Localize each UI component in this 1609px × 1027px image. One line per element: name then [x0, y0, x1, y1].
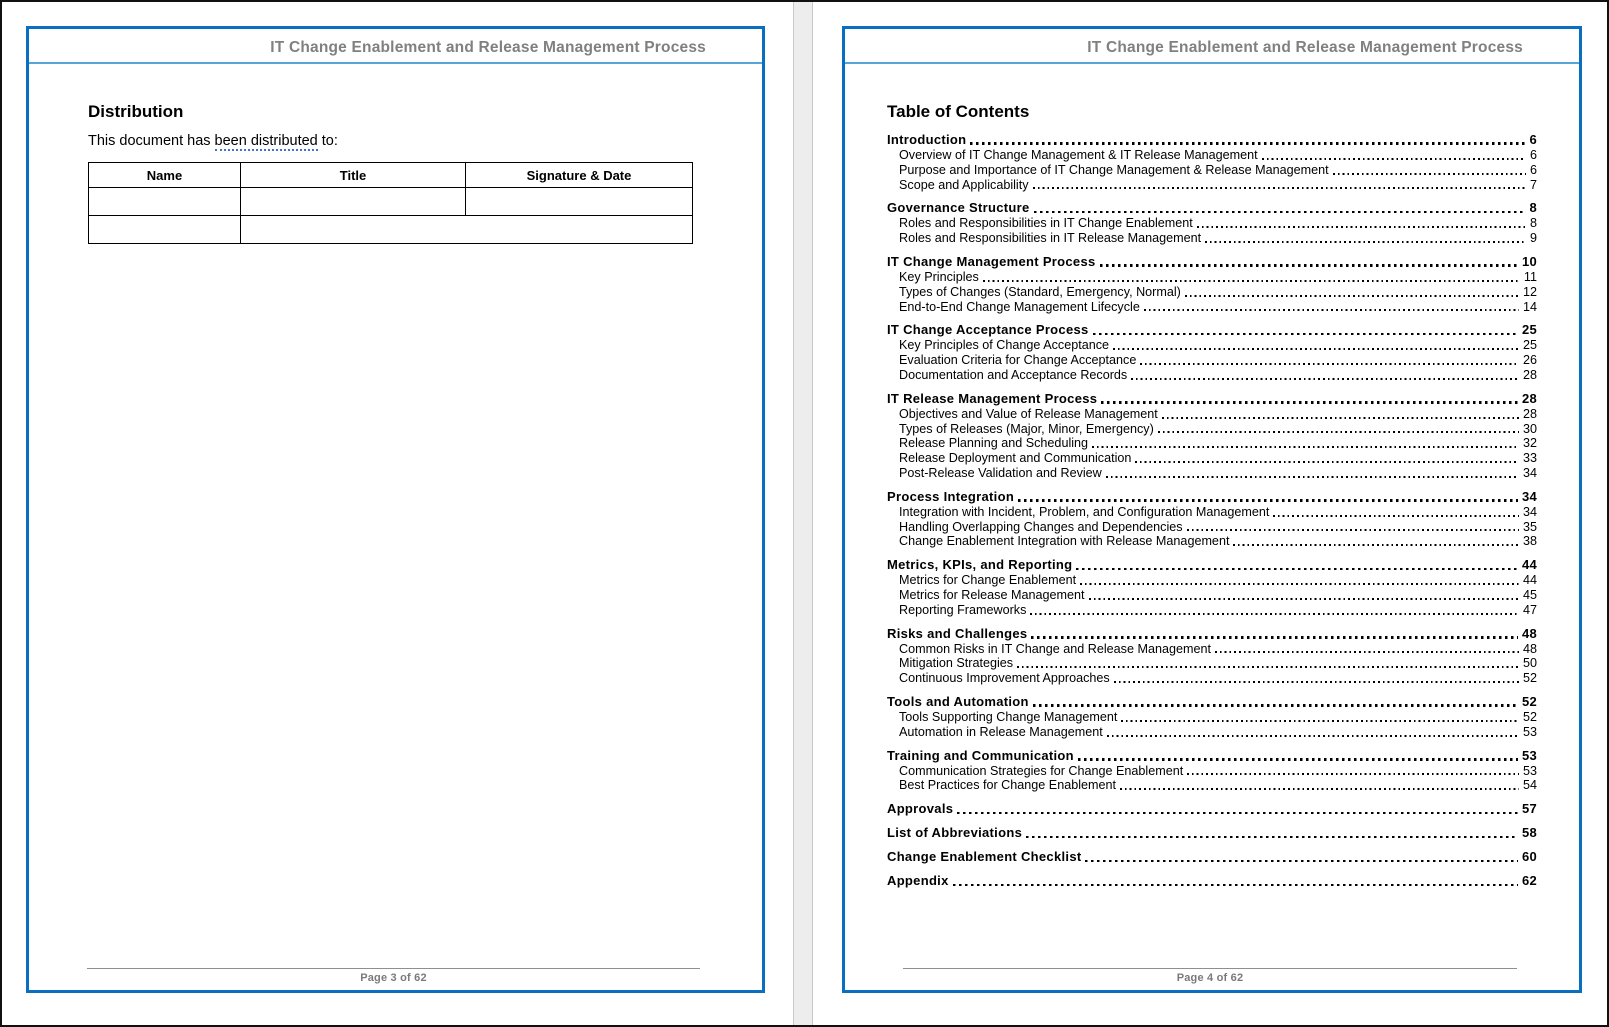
- toc-dot-leader: [1205, 241, 1526, 243]
- toc-entry[interactable]: [887, 131, 1537, 148]
- toc-entry-label: End-to-End Change Management Lifecycle: [899, 299, 1140, 314]
- toc-entry-page-number: 48: [1521, 625, 1537, 641]
- page-3-footer: Page 3 of 62: [87, 968, 700, 984]
- toc-entry-label: Best Practices for Change Enablement: [899, 778, 1117, 793]
- toc-entry-page-number: 6: [1529, 162, 1537, 177]
- toc-dot-leader: [1017, 666, 1519, 668]
- toc-entry-page-number: 52: [1522, 671, 1537, 686]
- toc-entry-page-number: 53: [1522, 763, 1537, 778]
- table-header-signature-date: Signature & Date: [466, 163, 693, 188]
- toc-entry-label: Roles and Responsibilities in IT Change Enablement: [899, 216, 1193, 231]
- toc-entry-label: Release Deployment and Communication: [899, 451, 1132, 466]
- toc-entry-label: Reporting Frameworks: [899, 602, 1027, 617]
- toc-dot-leader: [1076, 568, 1518, 571]
- toc-entry[interactable]: [887, 824, 1537, 841]
- toc-entry[interactable]: [899, 671, 1537, 686]
- toc-entry[interactable]: [887, 253, 1537, 270]
- toc-entry-label: Key Principles of Change Acceptance: [899, 338, 1110, 353]
- header-title: IT Change Enablement and Release Management Process: [1087, 39, 1523, 56]
- toc-entry-page-number: 32: [1522, 436, 1537, 451]
- toc-entry-page-number: 28: [1522, 406, 1537, 421]
- toc-entry[interactable]: [899, 148, 1537, 163]
- toc-entry-label: IT Release Management Process: [887, 390, 1098, 406]
- toc-dot-leader: [1031, 636, 1518, 639]
- page-3-border-frame: [26, 26, 765, 993]
- toc-entry[interactable]: [887, 556, 1537, 573]
- toc-entry-label: Approvals: [887, 801, 954, 817]
- toc-dot-leader: [983, 280, 1520, 282]
- toc-dot-leader: [1033, 704, 1518, 707]
- toc-entry-label: Communication Strategies for Change Enablement: [899, 763, 1184, 778]
- toc-entry-page-number: 45: [1522, 587, 1537, 602]
- document-viewer: [2, 2, 1607, 1025]
- toc-entry-label: Objectives and Value of Release Management: [899, 406, 1158, 421]
- toc-dot-leader: [1233, 544, 1519, 546]
- toc-entry[interactable]: [887, 800, 1537, 817]
- toc-entry-page-number: 47: [1522, 602, 1537, 617]
- toc-entry-label: Change Enablement Integration with Release Management: [899, 534, 1230, 549]
- toc-entry[interactable]: [899, 764, 1537, 779]
- toc-entry-page-number: 44: [1521, 557, 1537, 573]
- toc-entry-label: Introduction: [887, 132, 967, 147]
- toc-entry-label: Mitigation Strategies: [899, 656, 1014, 671]
- toc-entry[interactable]: [887, 321, 1537, 338]
- toc-entry-label: Types of Changes (Standard, Emergency, Normal): [899, 284, 1181, 299]
- table-header-title: Title: [241, 163, 466, 188]
- toc-entry-page-number: 10: [1521, 253, 1537, 269]
- toc-entry[interactable]: [899, 778, 1537, 793]
- toc-entry-page-number: 7: [1529, 177, 1537, 192]
- toc-entry[interactable]: [887, 872, 1537, 889]
- toc-entry[interactable]: [899, 642, 1537, 657]
- toc-dot-leader: [1093, 333, 1518, 336]
- toc-entry[interactable]: [899, 520, 1537, 535]
- table-cell-title-1[interactable]: [241, 188, 466, 216]
- toc-entry-label: Tools Supporting Change Management: [899, 709, 1118, 724]
- toc-dot-leader: [1187, 529, 1519, 531]
- toc-dot-leader: [1033, 187, 1526, 189]
- page-4: [813, 2, 1607, 1025]
- toc-entry-label: Tools and Automation: [887, 693, 1029, 709]
- toc-entry-label: Post-Release Validation and Review: [899, 465, 1102, 480]
- toc-entry-page-number: 57: [1521, 801, 1537, 817]
- toc-entry-page-number: 25: [1522, 338, 1537, 353]
- table-row: [89, 216, 693, 244]
- toc-entry-label: Handling Overlapping Changes and Dependencies: [899, 519, 1183, 534]
- page-3-header: [29, 39, 762, 64]
- toc-dot-leader: [1101, 401, 1518, 404]
- toc-entry-label: Key Principles: [899, 269, 979, 284]
- page-4-header: [845, 39, 1579, 64]
- toc-entry[interactable]: [899, 270, 1537, 285]
- toc-entry[interactable]: [887, 199, 1537, 216]
- toc-entry-page-number: 53: [1521, 747, 1537, 763]
- distribution-heading: Distribution: [88, 102, 184, 121]
- toc-entry[interactable]: [899, 407, 1537, 422]
- toc-entry-label: IT Change Management Process: [887, 253, 1096, 269]
- toc-entry[interactable]: [899, 588, 1537, 603]
- toc-entry[interactable]: [899, 368, 1537, 383]
- toc-dot-leader: [1187, 773, 1519, 775]
- intro-prefix: This document has: [88, 133, 215, 149]
- toc-entry-page-number: 34: [1522, 465, 1537, 480]
- toc-dot-leader: [1026, 836, 1518, 839]
- intro-grammar-flagged-text: been distributed: [214, 133, 318, 149]
- toc-entry-page-number: 30: [1522, 421, 1537, 436]
- toc-entry-page-number: 33: [1522, 451, 1537, 466]
- toc-dot-leader: [1121, 720, 1519, 722]
- toc-entry-page-number: 52: [1522, 709, 1537, 724]
- toc-entry-label: Change Enablement Checklist: [887, 849, 1082, 865]
- toc-dot-leader: [1092, 446, 1519, 448]
- toc-dot-leader: [1030, 613, 1519, 615]
- toc-entry-page-number: 60: [1521, 849, 1537, 865]
- toc-entry-label: Continuous Improvement Approaches: [899, 671, 1110, 686]
- toc-entry[interactable]: [887, 848, 1537, 865]
- distribution-table: [88, 162, 693, 244]
- toc-dot-leader: [1333, 173, 1526, 175]
- table-cell-merged-2[interactable]: [241, 216, 693, 244]
- toc-entry-label: Types of Releases (Major, Minor, Emergency): [899, 421, 1154, 436]
- page-3: [2, 2, 793, 1025]
- toc-entry-page-number: 9: [1529, 231, 1537, 246]
- toc-dot-leader: [1018, 499, 1518, 502]
- toc-entry-page-number: 12: [1522, 284, 1537, 299]
- toc-entry-label: IT Change Acceptance Process: [887, 322, 1089, 338]
- page-4-footer: Page 4 of 62: [903, 968, 1517, 984]
- page-3-content: [29, 102, 762, 244]
- toc-dot-leader: [1140, 363, 1519, 365]
- toc-entry-page-number: 53: [1522, 724, 1537, 739]
- toc-dot-leader: [1107, 735, 1519, 737]
- toc-entry-page-number: 34: [1522, 504, 1537, 519]
- toc-dot-leader: [1215, 651, 1519, 653]
- toc-dot-leader: [1131, 378, 1519, 380]
- toc-entry-page-number: 28: [1521, 390, 1537, 406]
- toc-entry[interactable]: [887, 693, 1537, 710]
- toc-dot-leader: [957, 812, 1518, 815]
- toc-entry-label: Appendix: [887, 873, 949, 889]
- toc-dot-leader: [1185, 295, 1519, 297]
- toc-entry-page-number: 44: [1522, 573, 1537, 588]
- toc-entry-label: Risks and Challenges: [887, 625, 1028, 641]
- toc-dot-leader: [1078, 758, 1518, 761]
- toc-entry-label: Documentation and Acceptance Records: [899, 367, 1128, 382]
- toc-entry-label: Scope and Applicability: [899, 177, 1029, 192]
- toc-entry-label: Roles and Responsibilities in IT Release Management: [899, 231, 1202, 246]
- page-4-content: [845, 102, 1579, 889]
- toc: [887, 131, 1537, 889]
- toc-entry-label: Common Risks in IT Change and Release Management: [899, 641, 1211, 656]
- toc-entry-label: Metrics, KPIs, and Reporting: [887, 557, 1073, 573]
- toc-entry[interactable]: [887, 625, 1537, 642]
- toc-entry-label: Process Integration: [887, 488, 1015, 504]
- toc-entry-label: Metrics for Release Management: [899, 587, 1085, 602]
- toc-entry[interactable]: [899, 353, 1537, 368]
- toc-entry[interactable]: [899, 285, 1537, 300]
- toc-entry-page-number: 35: [1522, 519, 1537, 534]
- toc-dot-leader: [953, 884, 1518, 887]
- toc-dot-leader: [1114, 681, 1519, 683]
- toc-entry-label: Evaluation Criteria for Change Acceptance: [899, 353, 1137, 368]
- toc-dot-leader: [1106, 476, 1519, 478]
- toc-entry-page-number: 54: [1522, 778, 1537, 793]
- toc-entry-page-number: 25: [1521, 322, 1537, 338]
- toc-entry-page-number: 28: [1522, 367, 1537, 382]
- toc-entry-label: Integration with Incident, Problem, and Configuration Management: [899, 504, 1270, 519]
- page-gutter: [793, 2, 813, 1025]
- toc-entry[interactable]: [899, 338, 1537, 353]
- toc-dot-leader: [970, 142, 1525, 145]
- toc-entry-page-number: 11: [1523, 269, 1537, 284]
- toc-dot-leader: [1144, 309, 1519, 311]
- header-title: IT Change Enablement and Release Management Process: [270, 39, 706, 56]
- toc-dot-leader: [1034, 211, 1526, 214]
- toc-entry-page-number: 48: [1522, 641, 1537, 656]
- toc-entry[interactable]: [899, 231, 1537, 246]
- toc-entry-label: Training and Communication: [887, 747, 1074, 763]
- toc-dot-leader: [1100, 264, 1518, 267]
- distribution-intro: [88, 133, 703, 149]
- toc-dot-leader: [1197, 226, 1526, 228]
- toc-entry-page-number: 58: [1521, 825, 1537, 841]
- toc-entry-label: Metrics for Change Enablement: [899, 573, 1077, 588]
- toc-dot-leader: [1135, 461, 1519, 463]
- toc-entry-page-number: 38: [1522, 534, 1537, 549]
- page-4-border-frame: [842, 26, 1582, 993]
- toc-dot-leader: [1089, 598, 1519, 600]
- toc-entry[interactable]: [899, 534, 1537, 549]
- toc-entry[interactable]: [899, 710, 1537, 725]
- toc-entry[interactable]: [899, 603, 1537, 618]
- toc-entry-page-number: 6: [1529, 148, 1537, 162]
- toc-entry-label: List of Abbreviations: [887, 825, 1023, 841]
- toc-entry-page-number: 52: [1521, 693, 1537, 709]
- toc-entry[interactable]: [899, 300, 1537, 315]
- toc-entry[interactable]: [899, 656, 1537, 671]
- toc-entry[interactable]: [899, 178, 1537, 193]
- toc-entry-page-number: 34: [1521, 488, 1537, 504]
- toc-entry-label: Automation in Release Management: [899, 724, 1103, 739]
- toc-entry-page-number: 62: [1521, 873, 1537, 889]
- toc-entry[interactable]: [899, 436, 1537, 451]
- toc-entry[interactable]: [887, 747, 1537, 764]
- toc-entry-label: Purpose and Importance of IT Change Management & Release Management: [899, 162, 1329, 177]
- table-cell-name-1[interactable]: [89, 188, 241, 216]
- toc-dot-leader: [1162, 417, 1519, 419]
- toc-entry[interactable]: [899, 451, 1537, 466]
- toc-dot-leader: [1120, 788, 1519, 790]
- toc-entry-label: Governance Structure: [887, 200, 1030, 216]
- toc-entry-page-number: 26: [1522, 353, 1537, 368]
- toc-dot-leader: [1273, 515, 1519, 517]
- toc-entry-page-number: 14: [1522, 299, 1537, 314]
- table-header-name: Name: [89, 163, 241, 188]
- toc-entry[interactable]: [899, 573, 1537, 588]
- toc-dot-leader: [1085, 860, 1517, 863]
- toc-entry[interactable]: [899, 422, 1537, 437]
- toc-dot-leader: [1158, 431, 1519, 433]
- toc-entry[interactable]: [887, 390, 1537, 407]
- intro-suffix: to:: [317, 133, 338, 149]
- toc-entry-page-number: 6: [1529, 132, 1537, 147]
- table-cell-name-2[interactable]: [89, 216, 241, 244]
- toc-dot-leader: [1080, 583, 1519, 585]
- toc-dot-leader: [1113, 348, 1519, 350]
- toc-entry-page-number: 8: [1529, 216, 1537, 231]
- toc-entry[interactable]: [899, 466, 1537, 481]
- toc-dot-leader: [1262, 158, 1526, 160]
- toc-entry[interactable]: [899, 505, 1537, 520]
- toc-entry[interactable]: [887, 488, 1537, 505]
- toc-entry-page-number: 50: [1522, 656, 1537, 671]
- toc-entry-label: Release Planning and Scheduling: [899, 436, 1089, 451]
- distribution-table-header-row: [89, 163, 693, 188]
- toc-entry-label: Overview of IT Change Management & IT Release Management: [899, 148, 1258, 162]
- toc-entry[interactable]: [899, 216, 1537, 231]
- table-row: [89, 188, 693, 216]
- toc-entry-page-number: 8: [1529, 200, 1537, 216]
- toc-heading: Table of Contents: [887, 102, 1030, 121]
- table-cell-signature-1[interactable]: [466, 188, 693, 216]
- toc-entry[interactable]: [899, 725, 1537, 740]
- toc-entry[interactable]: [899, 163, 1537, 178]
